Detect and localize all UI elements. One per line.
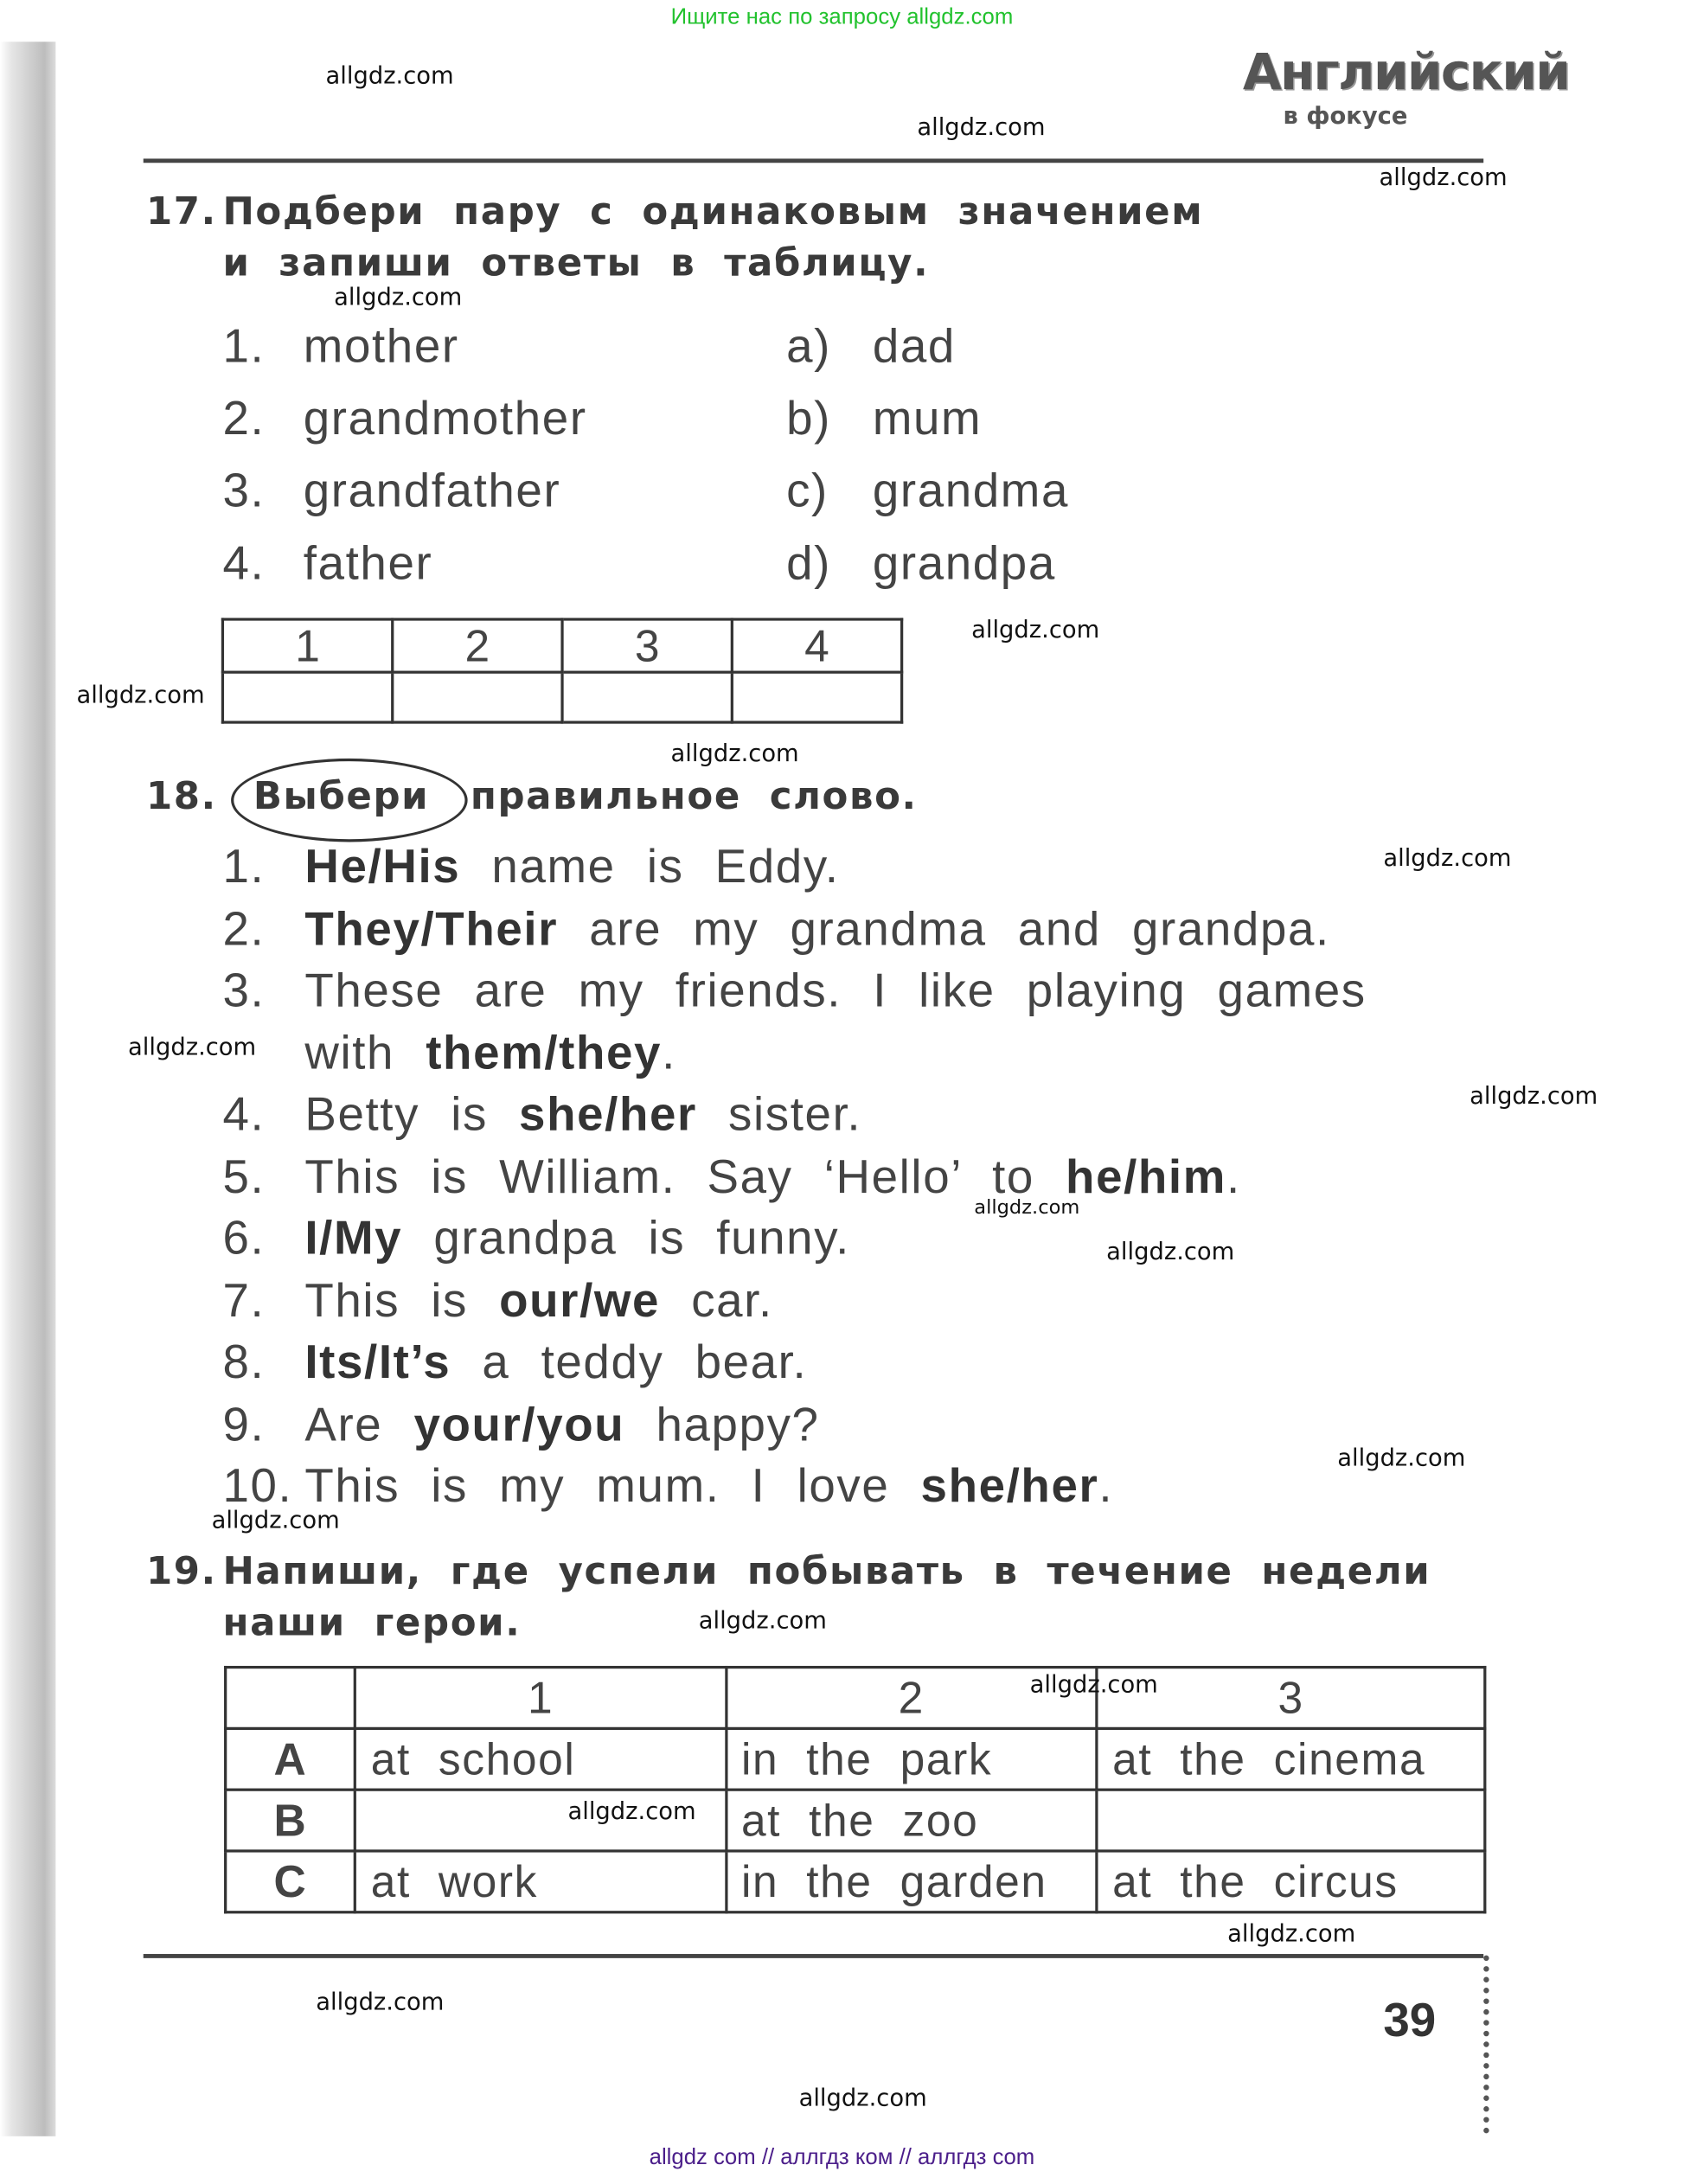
watermark[interactable]: allgdz.com bbox=[974, 1196, 1080, 1220]
sentence bbox=[304, 902, 1330, 956]
watermark[interactable]: allgdz.com bbox=[1029, 1671, 1158, 1700]
ex17-instruction-line2: и запиши ответы в таблицу. bbox=[222, 241, 930, 285]
watermark[interactable]: allgdz.com bbox=[798, 2085, 927, 2113]
choice-option[interactable]: They/Their bbox=[304, 902, 559, 956]
ex17-instruction-line1: Подбери пару с одинаковым значением bbox=[222, 190, 1204, 234]
choice-option[interactable]: our/we bbox=[499, 1274, 661, 1328]
table-cell[interactable] bbox=[355, 1851, 726, 1912]
sentence bbox=[304, 1026, 676, 1079]
sentence-text: grandpa is funny. bbox=[402, 1212, 850, 1265]
page-number: 39 bbox=[1383, 1994, 1437, 2047]
table-header: 3 bbox=[562, 619, 732, 672]
table-cell[interactable] bbox=[726, 1728, 1097, 1790]
dotted-edge bbox=[1483, 1956, 1489, 2134]
watermark[interactable]: allgdz.com bbox=[76, 682, 205, 710]
watermark[interactable]: allgdz.com bbox=[325, 62, 454, 91]
choice-option[interactable]: she/her bbox=[920, 1459, 1099, 1513]
table-header-row bbox=[226, 1668, 1485, 1729]
sentence-text: car. bbox=[660, 1274, 773, 1328]
watermark[interactable]: allgdz.com bbox=[211, 1507, 340, 1535]
sentence-number: 6. bbox=[222, 1212, 266, 1265]
watermark[interactable]: allgdz.com bbox=[334, 284, 463, 312]
choice-option[interactable]: He/His bbox=[304, 840, 461, 893]
choice-option[interactable]: them/they bbox=[426, 1026, 663, 1079]
table-header-text: 1 bbox=[528, 1673, 554, 1723]
table-cell-text: at work bbox=[370, 1856, 539, 1907]
table-header-text: 2 bbox=[898, 1673, 925, 1723]
list-item-word: father bbox=[303, 537, 433, 591]
header-divider bbox=[144, 158, 1483, 163]
sentence-text: This is bbox=[304, 1274, 500, 1328]
ex18-instruction: правильное слово. bbox=[470, 775, 918, 819]
sentence-number: 2. bbox=[222, 902, 266, 956]
sentence bbox=[304, 964, 1367, 1018]
sentence-number: 10. bbox=[222, 1459, 293, 1513]
table-cell-text: at the circus bbox=[1112, 1856, 1399, 1907]
list-item-number: d) bbox=[786, 537, 831, 591]
choice-option[interactable]: your/you bbox=[413, 1398, 625, 1451]
watermark[interactable]: allgdz.com bbox=[128, 1034, 257, 1062]
table-cell-text: at the zoo bbox=[740, 1795, 979, 1846]
watermark[interactable]: allgdz.com bbox=[670, 740, 799, 769]
row-label bbox=[226, 1728, 355, 1790]
list-item-number: 1. bbox=[222, 320, 266, 374]
sentence-number: 8. bbox=[222, 1335, 266, 1389]
table-cell-text: at the cinema bbox=[1112, 1733, 1426, 1784]
table-cell-text: in the park bbox=[740, 1733, 993, 1784]
sentence-text: Betty is bbox=[304, 1088, 520, 1142]
watermark[interactable]: allgdz.com bbox=[1106, 1239, 1235, 1267]
list-item-number: b) bbox=[786, 392, 831, 445]
sentence-text: sister. bbox=[696, 1088, 862, 1142]
sentence-number: 5. bbox=[222, 1150, 266, 1203]
sentence bbox=[304, 1335, 808, 1389]
sentence-text: These are my friends. I like playing games bbox=[304, 964, 1367, 1018]
list-item-number: 2. bbox=[222, 392, 266, 445]
ex19-instruction-line1: Напиши, где успели побывать в течение недели bbox=[222, 1550, 1431, 1594]
list-item-word: mother bbox=[303, 320, 459, 374]
table-cell[interactable] bbox=[1097, 1851, 1484, 1912]
list-item-number: c) bbox=[786, 464, 829, 518]
row-label bbox=[226, 1790, 355, 1851]
sentence-text: name is Eddy. bbox=[460, 840, 840, 893]
watermark[interactable]: allgdz.com bbox=[1383, 844, 1512, 873]
list-item-word: mum bbox=[872, 392, 983, 445]
logo-title: Английский bbox=[1242, 44, 1570, 102]
row-label bbox=[226, 1851, 355, 1912]
sentence-number: 4. bbox=[222, 1088, 266, 1142]
sentence-text: This is William. Say ‘Hello’ to bbox=[304, 1150, 1066, 1203]
logo-subtitle: в фокусе bbox=[1283, 103, 1408, 131]
choice-option[interactable]: Its/It’s bbox=[304, 1335, 451, 1389]
table-cell-text: in the garden bbox=[740, 1856, 1047, 1907]
table-cell-text: at school bbox=[370, 1733, 576, 1784]
choice-option[interactable]: he/him bbox=[1066, 1150, 1227, 1203]
list-item-number: 4. bbox=[222, 537, 266, 591]
table-header: 2 bbox=[393, 619, 562, 672]
page-edge-shadow bbox=[0, 42, 55, 2136]
sentence-text: are my grandma and grandpa. bbox=[558, 902, 1330, 956]
choice-option[interactable]: she/her bbox=[519, 1088, 697, 1142]
sentence-number: 9. bbox=[222, 1398, 266, 1451]
table-row bbox=[226, 1851, 1485, 1912]
sentence-number: 7. bbox=[222, 1274, 266, 1328]
sentence bbox=[304, 840, 840, 893]
sentence bbox=[304, 1459, 1114, 1513]
table-cell[interactable] bbox=[726, 1851, 1097, 1912]
watermark[interactable]: allgdz.com bbox=[1379, 163, 1508, 193]
list-item-word: grandfather bbox=[303, 464, 561, 518]
list-item-word: grandma bbox=[872, 464, 1070, 518]
table-cell[interactable] bbox=[1097, 1728, 1484, 1790]
row-label-text: B bbox=[273, 1795, 308, 1846]
top-banner[interactable]: Ищите нас по запросу allgdz.com bbox=[670, 5, 1014, 29]
answer-cell[interactable] bbox=[222, 672, 392, 722]
watermark[interactable]: allgdz.com bbox=[698, 1607, 827, 1636]
table-cell[interactable] bbox=[355, 1728, 726, 1790]
table-row bbox=[226, 1728, 1485, 1790]
table-cell[interactable] bbox=[726, 1790, 1097, 1851]
sentence bbox=[304, 1212, 850, 1265]
list-item-number: 3. bbox=[222, 464, 266, 518]
ex17-number: 17. bbox=[145, 190, 217, 234]
sentence-text: Are bbox=[304, 1398, 414, 1451]
ex19-instruction-line2: наши герои. bbox=[222, 1601, 522, 1645]
ex19-number: 19. bbox=[145, 1550, 217, 1594]
list-item-word: grandpa bbox=[872, 537, 1056, 591]
watermark[interactable]: allgdz.com bbox=[316, 1989, 445, 2017]
watermark[interactable]: allgdz.com bbox=[917, 113, 1046, 143]
choice-option[interactable]: I/My bbox=[304, 1212, 403, 1265]
answer-cell[interactable] bbox=[562, 672, 732, 722]
table-header bbox=[355, 1668, 726, 1729]
ex17-answer-table bbox=[221, 618, 903, 723]
ex18-circled-word: Выбери bbox=[253, 775, 430, 819]
watermark[interactable]: allgdz.com bbox=[1227, 1920, 1356, 1949]
sentence-text: . bbox=[662, 1026, 676, 1079]
row-label-text: A bbox=[273, 1733, 308, 1784]
ex19-table bbox=[224, 1666, 1486, 1913]
table-header bbox=[226, 1668, 355, 1729]
sentence-number: 3. bbox=[222, 964, 266, 1018]
row-label-text: C bbox=[273, 1856, 308, 1907]
bottom-banner[interactable]: allgdz com // аллгдз ком // аллгдз com bbox=[649, 2146, 1035, 2170]
table-row bbox=[226, 1790, 1485, 1851]
sentence-text: This is my mum. I love bbox=[304, 1459, 921, 1513]
table-cell[interactable] bbox=[1097, 1790, 1484, 1851]
watermark[interactable]: allgdz.com bbox=[1469, 1082, 1598, 1111]
sentence bbox=[304, 1274, 773, 1328]
watermark[interactable]: allgdz.com bbox=[567, 1797, 696, 1827]
list-item-word: dad bbox=[872, 320, 956, 374]
sentence bbox=[304, 1088, 862, 1142]
sentence-text: with bbox=[304, 1026, 426, 1079]
sentence bbox=[304, 1398, 820, 1451]
sentence-text: . bbox=[1226, 1150, 1241, 1203]
ex18-number: 18. bbox=[145, 775, 217, 819]
answer-cell[interactable] bbox=[732, 672, 901, 722]
table-header: 1 bbox=[222, 619, 392, 672]
list-item-number: a) bbox=[786, 320, 831, 374]
sentence bbox=[304, 1150, 1241, 1203]
watermark[interactable]: allgdz.com bbox=[971, 616, 1100, 644]
sentence-text: happy? bbox=[624, 1398, 820, 1451]
watermark[interactable]: allgdz.com bbox=[1337, 1444, 1466, 1473]
table-header: 4 bbox=[732, 619, 901, 672]
table-header-text: 3 bbox=[1277, 1673, 1304, 1723]
sentence-text: . bbox=[1098, 1459, 1114, 1513]
answer-cell[interactable] bbox=[393, 672, 562, 722]
sentence-number: 1. bbox=[222, 840, 266, 893]
list-item-word: grandmother bbox=[303, 392, 587, 445]
footer-divider bbox=[144, 1954, 1483, 1958]
sentence-text: a teddy bear. bbox=[451, 1335, 808, 1389]
